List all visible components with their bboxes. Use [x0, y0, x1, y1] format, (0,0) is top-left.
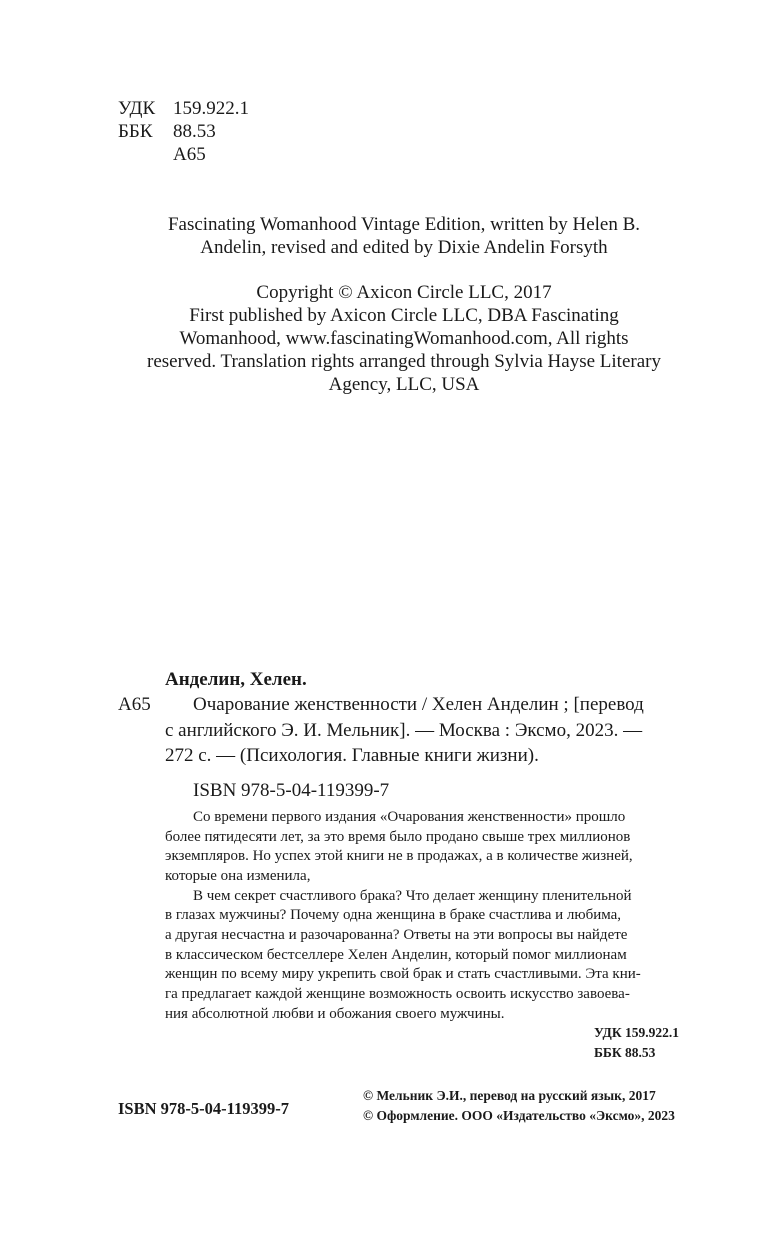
- annotation-line: Со времени первого издания «Очарования женственности» прошло: [193, 809, 626, 825]
- annotation-line: ния абсолютной любви и обожания своего мужчины.: [165, 1006, 505, 1022]
- annotation-line: экземпляров. Но успех этой книги не в продажах, а в количестве жизней,: [165, 848, 633, 864]
- udk-label: УДК: [118, 98, 156, 119]
- original-edition-credit: [100, 213, 708, 259]
- bbk-label: ББК: [118, 121, 153, 142]
- copyright-notice: [100, 281, 708, 396]
- footer-isbn: ISBN 978-5-04-119399-7: [118, 1099, 289, 1118]
- catalog-description-line: 272 с. — (Психология. Главные книги жизни).: [165, 745, 539, 766]
- catalog-author-mark: А65: [118, 694, 151, 715]
- annotation-line: га предлагает каждой женщине возможность освоить искусство завоева-: [165, 986, 630, 1002]
- copyright-line: Agency, LLC, USA: [328, 374, 480, 395]
- udk-value: 159.922.1: [173, 98, 249, 119]
- catalog-isbn: ISBN 978-5-04-119399-7: [193, 780, 390, 801]
- copyright-line: reserved. Translation rights arranged through Sylvia Hayse Literary: [147, 351, 661, 372]
- footer-copyright-design: © Оформление. ООО «Издательство «Эксмо», 2023: [363, 1108, 675, 1123]
- annotation-line: а другая несчастна и разочарованна? Ответы на эти вопросы вы найдете: [165, 927, 628, 943]
- annotation-line: в глазах мужчины? Почему одна женщина в браке счастлива и любима,: [165, 907, 622, 923]
- copyright-line: First published by Axicon Circle LLC, DBA Fascinating: [189, 305, 619, 326]
- catalog-description-line: с английского Э. И. Мельник]. — Москва : Эксмо, 2023. —: [165, 720, 643, 741]
- annotation-line: женщин по всему миру укрепить свой брак и стать счастливыми. Эта кни-: [165, 966, 641, 982]
- annotation-line: В чем секрет счастливого брака? Что делает женщину пленительной: [193, 888, 632, 904]
- copyright-line: Copyright © Axicon Circle LLC, 2017: [256, 282, 552, 303]
- author-mark: А65: [173, 144, 206, 165]
- bbk-code: ББК 88.53: [594, 1045, 656, 1060]
- original-edition-line: Fascinating Womanhood Vintage Edition, written by Helen B.: [167, 214, 641, 235]
- annotation-line: более пятидесяти лет, за это время было продано свыше трех миллионов: [165, 829, 631, 845]
- catalog-description-line: Очарование женственности / Хелен Анделин ; [перевод: [193, 694, 644, 715]
- original-edition-line: Andelin, revised and edited by Dixie Andelin Forsyth: [200, 237, 608, 258]
- copyright-line: Womanhood, www.fascinatingWomanhood.com, All rights: [179, 328, 629, 349]
- footer-copyright-translation: © Мельник Э.И., перевод на русский язык, 2017: [363, 1088, 656, 1103]
- udk-code: УДК 159.922.1: [594, 1025, 679, 1040]
- catalog-heading: Анделин, Хелен.: [165, 669, 307, 690]
- annotation-line: в классическом бестселлере Хелен Анделин, который помог миллионам: [165, 947, 627, 963]
- bbk-value: 88.53: [173, 121, 216, 142]
- annotation-line: которые она изменила,: [165, 868, 311, 884]
